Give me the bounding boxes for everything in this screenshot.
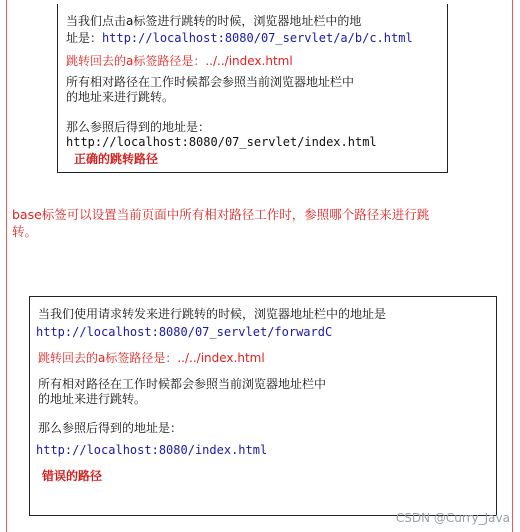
wrong-example-verdict: 错误的路径: [42, 469, 103, 483]
right-red-border: [512, 0, 513, 532]
wrong-example-result-label: 那么参照后得到的地址是：: [38, 421, 183, 435]
correct-example-line2: [66, 31, 413, 46]
base-tag-note: [12, 206, 507, 240]
correct-example-result-label: 那么参照后得到的地址是：: [66, 120, 211, 134]
correct-example-rule-line2: 的地址来进行跳转。: [66, 90, 175, 104]
correct-example-verdict: 正确的跳转路径: [74, 152, 159, 166]
wrong-example-jump-path: 跳转回去的a标签路径是：../../index.html: [38, 351, 265, 365]
correct-example-jump-path: 跳转回去的a标签路径是：../../index.html: [66, 54, 293, 68]
correct-path-example-box: [57, 4, 448, 173]
correct-example-line1: 当我们点击a标签进行跳转的时候，浏览器地址栏中的地: [66, 14, 362, 28]
correct-example-address-label: 址是：: [66, 31, 103, 45]
wrong-example-result-url: http://localhost:8080/index.html: [36, 443, 268, 457]
wrong-example-rule-line1: 所有相对路径在工作时候都会参照当前浏览器地址栏中: [38, 377, 327, 391]
wrong-example-address-url: http://localhost:8080/07_servlet/forwardC: [36, 325, 333, 339]
correct-example-rule-line1: 所有相对路径在工作时候都会参照当前浏览器地址栏中: [66, 75, 355, 89]
csdn-watermark: CSDN @Curry_Java: [395, 511, 510, 525]
base-tag-note-line2: 转。: [12, 224, 38, 239]
correct-example-address-url: http://localhost:8080/07_servlet/a/b/c.html: [102, 31, 413, 45]
wrong-example-line1: 当我们使用请求转发来进行跳转的时候，浏览器地址栏中的地址是: [38, 307, 387, 321]
left-red-border: [6, 0, 7, 532]
base-tag-note-line1: base标签可以设置当前页面中所有相对路径工作时，参照哪个路径来进行跳: [12, 207, 430, 222]
wrong-path-example-box: [29, 296, 497, 516]
wrong-example-rule-line2: 的地址来进行跳转。: [38, 392, 147, 406]
correct-example-result-url: http://localhost:8080/07_servlet/index.html: [66, 135, 377, 149]
